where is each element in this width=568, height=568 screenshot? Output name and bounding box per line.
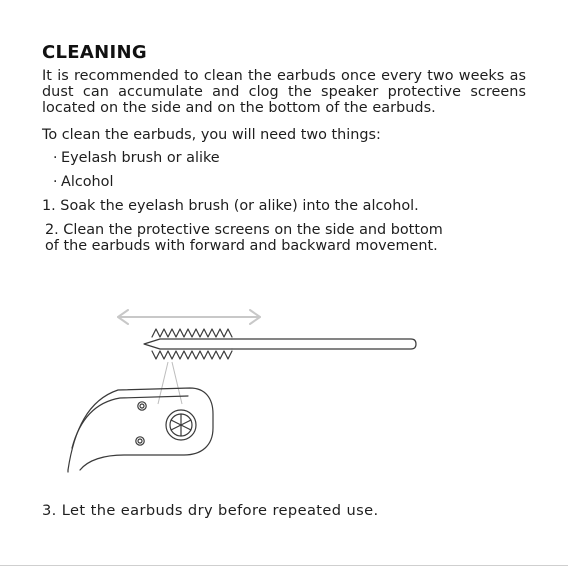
step-3-text: 3. Let the earbuds dry before repeated use. [42, 502, 379, 519]
bullet-icon: · [53, 150, 58, 166]
cleaning-intro-text: To clean the earbuds, you will need two things: [42, 127, 381, 143]
pointer-lines [158, 362, 182, 404]
bullet-icon: · [53, 174, 58, 190]
step-2-line-1: 2. Clean the protective screens on the side and bottom [45, 222, 443, 238]
step-1-text: 1. Soak the eyelash brush (or alike) into the alcohol. [42, 198, 419, 214]
cleaning-section [42, 42, 526, 254]
list-item [53, 150, 526, 166]
earbud-icon [68, 388, 213, 472]
list-item-label: Eyelash brush or alike [61, 150, 220, 166]
list-item-label: Alcohol [61, 174, 114, 190]
double-arrow-icon [118, 310, 260, 324]
list-item [53, 174, 526, 190]
page-divider [0, 565, 568, 566]
section-heading: CLEANING [42, 42, 147, 63]
step-2-line-2: of the earbuds with forward and backward movement. [45, 238, 438, 254]
cleaning-recommendation-paragraph: It is recommended to clean the earbuds once every two weeks as dust can accumulate and clog the speaker protective screens located on the side and on the bottom of the earbuds. [42, 68, 526, 116]
step-2-text [42, 222, 526, 254]
required-items-list [53, 150, 526, 190]
brush-icon [144, 329, 416, 359]
